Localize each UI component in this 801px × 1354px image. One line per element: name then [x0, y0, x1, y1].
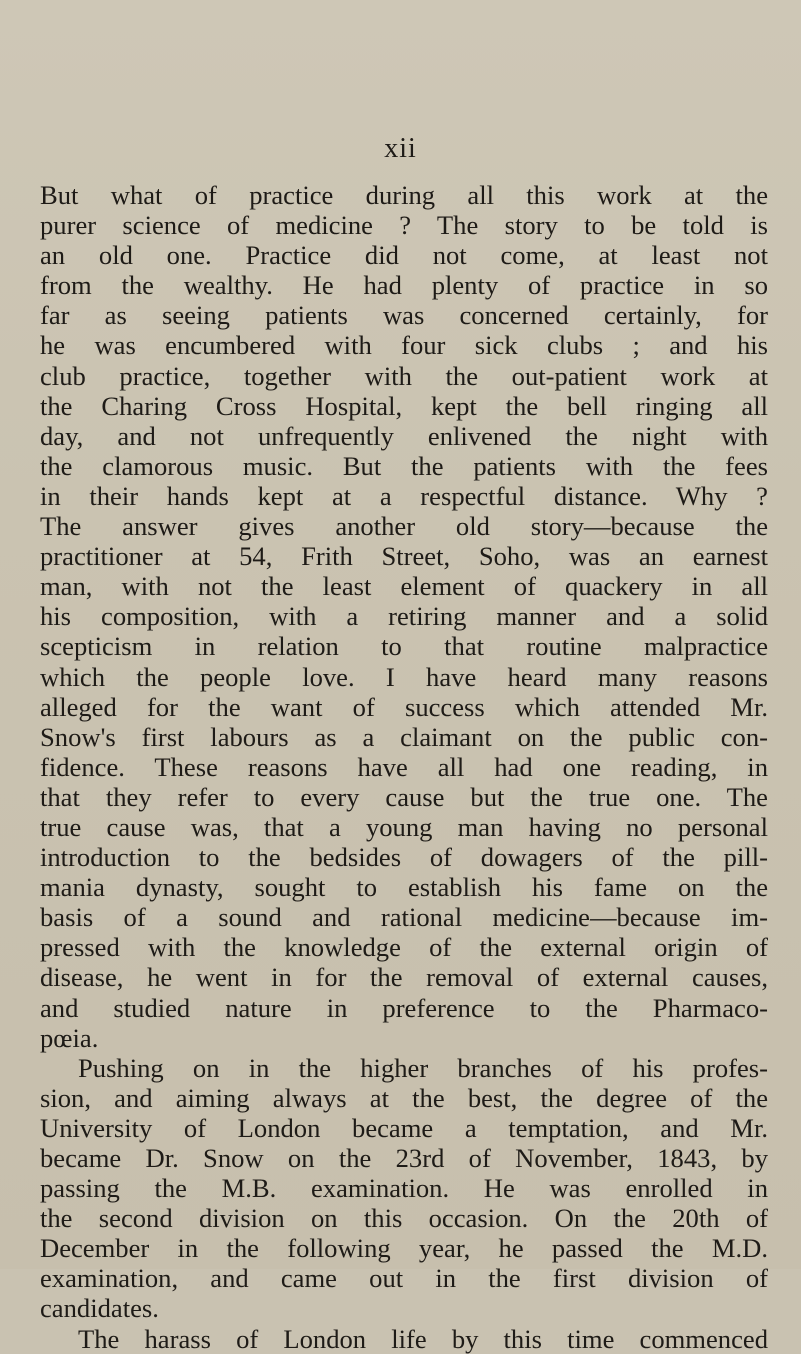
- text-line: man, with not the least element of quackery in all: [40, 571, 768, 602]
- body-text: [40, 180, 768, 1354]
- text-line: fidence. These reasons have all had one reading, in: [40, 751, 768, 782]
- text-line: Pushing on in the higher branches of his profes-: [78, 1052, 768, 1083]
- text-line: day, and not unfrequently enlivened the night with: [40, 420, 768, 451]
- text-line: the Charing Cross Hospital, kept the bell ringing all: [40, 390, 768, 421]
- text-line: mania dynasty, sought to establish his fame on the: [40, 872, 768, 903]
- text-line: an old one. Practice did not come, at least not: [40, 240, 768, 271]
- text-line: Snow's first labours as a claimant on the public con-: [40, 721, 768, 752]
- text-line: The harass of London life by this time commenced: [78, 1323, 768, 1354]
- text-line: examination, and came out in the first division of: [40, 1263, 768, 1294]
- text-line: far as seeing patients was concerned certainly, for: [40, 300, 768, 331]
- text-line: pœia.: [40, 1022, 99, 1053]
- text-line: club practice, together with the out-patient work at: [40, 360, 768, 391]
- text-line: and studied nature in preference to the Pharmaco-: [40, 992, 768, 1023]
- text-line: disease, he went in for the removal of external causes,: [40, 962, 768, 993]
- text-line: passing the M.B. examination. He was enrolled in: [40, 1173, 768, 1204]
- text-line: introduction to the bedsides of dowagers of the pill-: [40, 842, 768, 873]
- text-line: which the people love. I have heard many reasons: [40, 661, 768, 692]
- text-line: practitioner at 54, Frith Street, Soho, was an earnest: [40, 541, 768, 572]
- text-line: he was encumbered with four sick clubs ; and his: [40, 330, 768, 361]
- text-line: But what of practice during all this work at the: [40, 180, 768, 210]
- text-line: the second division on this occasion. On the 20th of: [40, 1203, 768, 1234]
- text-line: from the wealthy. He had plenty of practice in so: [40, 270, 768, 301]
- text-line: the clamorous music. But the patients with the fees: [40, 450, 768, 481]
- text-line: basis of a sound and rational medicine—because im-: [40, 902, 768, 933]
- text-line: purer science of medicine ? The story to be told is: [40, 210, 768, 241]
- text-line: alleged for the want of success which attended Mr.: [40, 691, 768, 722]
- text-line: scepticism in relation to that routine malpractice: [40, 631, 768, 662]
- text-line: that they refer to every cause but the true one. The: [40, 781, 768, 812]
- text-line: sion, and aiming always at the best, the degree of the: [40, 1082, 768, 1113]
- text-line: pressed with the knowledge of the external origin of: [40, 932, 768, 963]
- text-line: in their hands kept at a respectful distance. Why ?: [40, 480, 768, 511]
- text-line: true cause was, that a young man having no personal: [40, 811, 768, 842]
- page-number: xii: [384, 133, 417, 164]
- text-line: candidates.: [40, 1293, 159, 1324]
- text-line: University of London became a temptation, and Mr.: [40, 1112, 768, 1143]
- text-line: his composition, with a retiring manner and a solid: [40, 601, 768, 632]
- text-line: The answer gives another old story—because the: [40, 511, 768, 542]
- text-line: December in the following year, he passed the M.D.: [40, 1233, 768, 1264]
- text-line: became Dr. Snow on the 23rd of November, 1843, by: [40, 1143, 768, 1173]
